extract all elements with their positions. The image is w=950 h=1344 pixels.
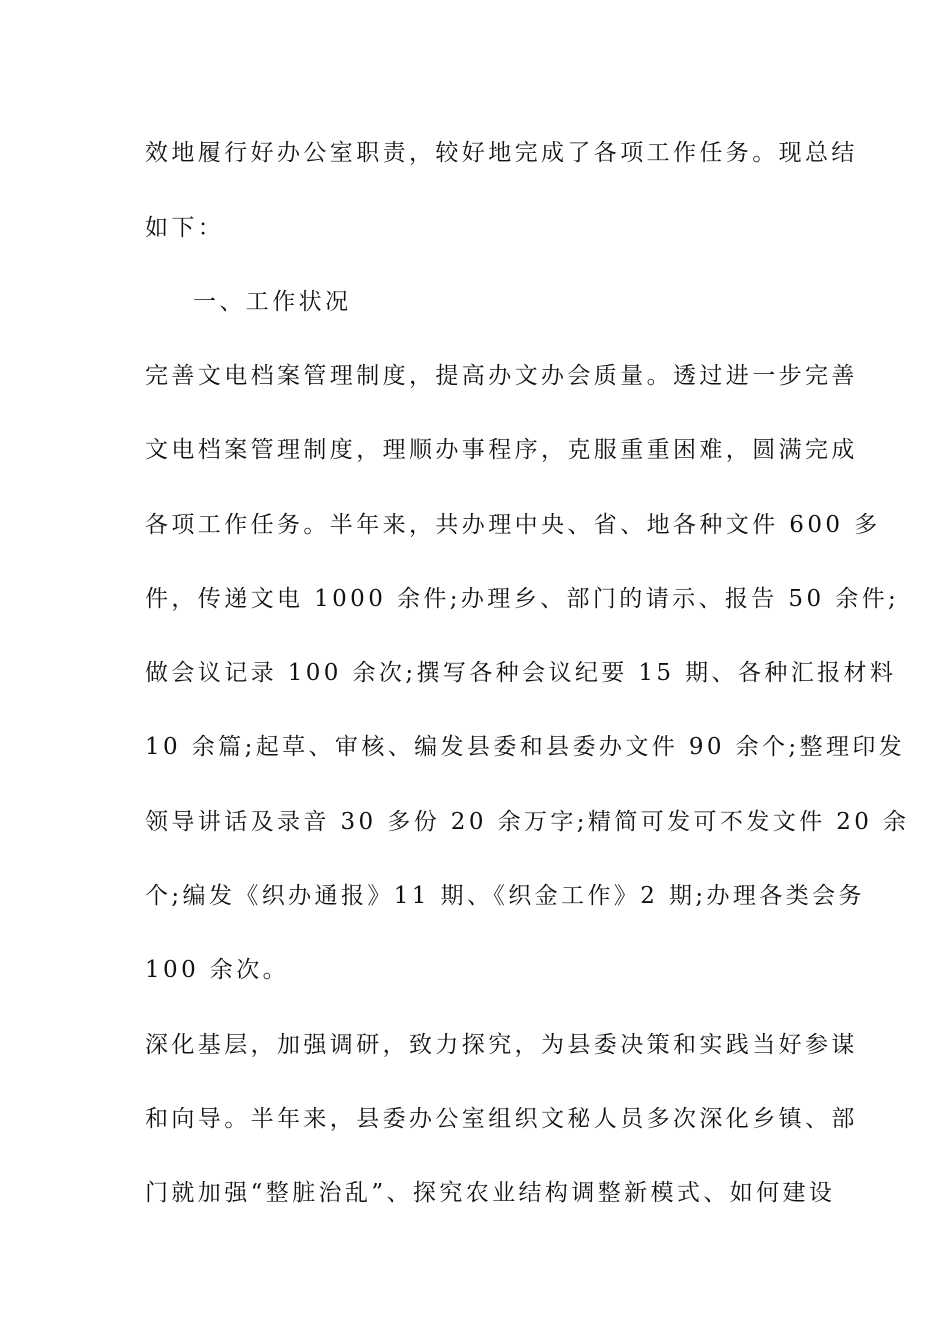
text-line: 如下： bbox=[145, 215, 225, 241]
text-line: 件，传递文电 1000 余件;办理乡、部门的请示、报告 50 余件; bbox=[145, 586, 900, 612]
text-line: 各项工作任务。半年来，共办理中央、省、地各种文件 600 多 bbox=[145, 512, 881, 538]
text-line: 门就加强“整脏治乱”、探究农业结构调整新模式、如何建设 bbox=[145, 1180, 836, 1206]
text-line: 个;编发《织办通报》11 期、《织金工作》2 期;办理各类会务 bbox=[145, 883, 865, 909]
text-line: 领导讲话及录音 30 多份 20 余万字;精简可发可不发文件 20 余 bbox=[145, 809, 910, 835]
text-line: 深化基层，加强调研，致力探究，为县委决策和实践当好参谋 bbox=[145, 1032, 858, 1058]
text-line: 完善文电档案管理制度，提高办文办会质量。透过进一步完善 bbox=[145, 363, 858, 389]
text-line: 文电档案管理制度，理顺办事程序，克服重重困难，圆满完成 bbox=[145, 437, 858, 463]
text-line: 100 余次。 bbox=[145, 957, 290, 983]
text-line: 10 余篇;起草、审核、编发县委和县委办文件 90 余个;整理印发 bbox=[145, 734, 906, 760]
section-heading: 一、工作状况 bbox=[193, 289, 352, 315]
text-line: 和向导。半年来，县委办公室组织文秘人员多次深化乡镇、部 bbox=[145, 1106, 858, 1132]
text-line: 效地履行好办公室职责，较好地完成了各项工作任务。现总结 bbox=[145, 140, 858, 166]
text-line: 做会议记录 100 余次;撰写各种会议纪要 15 期、各种汇报材料 bbox=[145, 660, 897, 686]
